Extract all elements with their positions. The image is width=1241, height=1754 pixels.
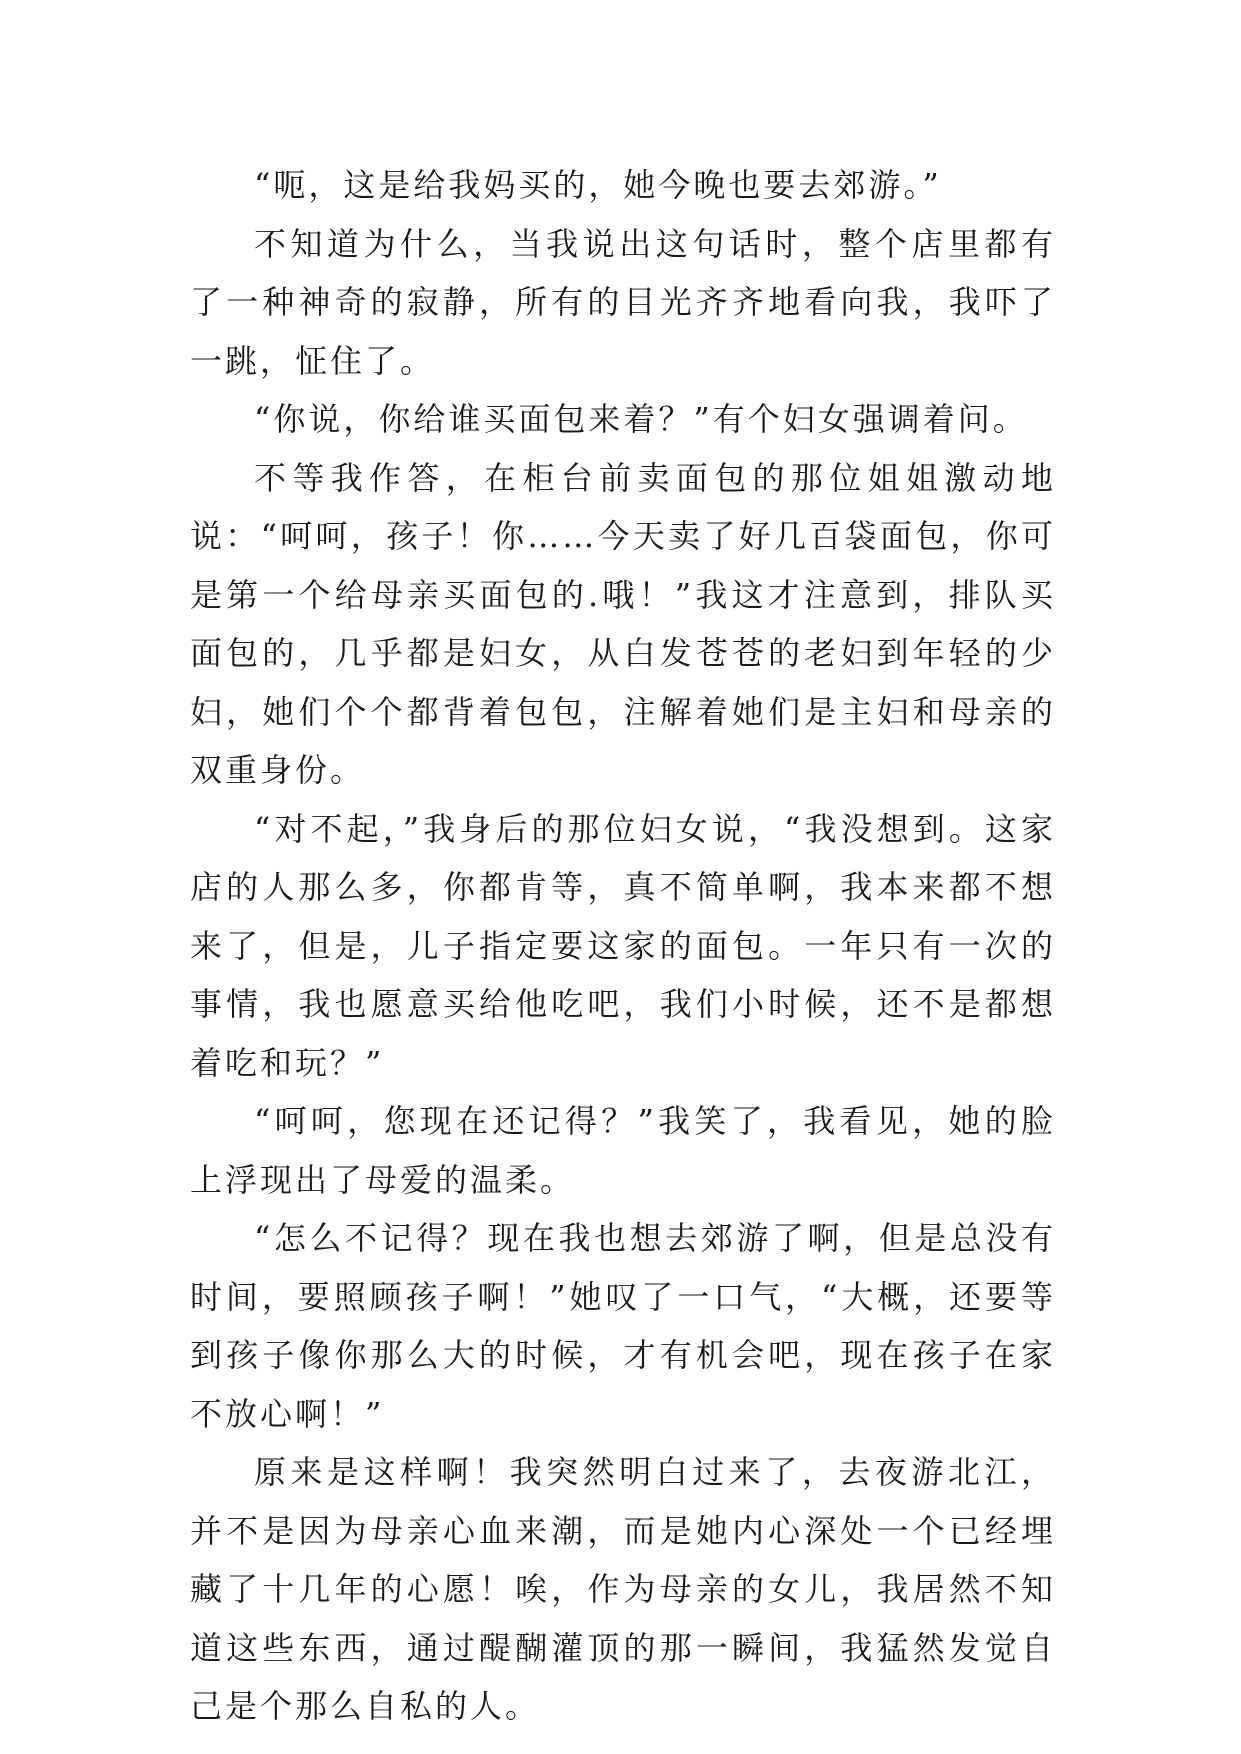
paragraph: “怎么不记得？现在我也想去郊游了啊，但是总没有时间，要照顾孩子啊！”她叹了一口气，“大概，还要等到孩子像你那么大的时候，才有机会吧，现在孩子在家不放心啊！” — [190, 1219, 1056, 1433]
paragraph: “呃，这是给我妈买的，她今晚也要去郊游。” — [254, 166, 942, 204]
paragraph: “你说，你给谁买面包来着？”有个妇女强调着问。 — [254, 400, 1028, 438]
paragraph: “对不起，”我身后的那位妇女说，“我没想到。这家店的人那么多，你都肯等，真不简单啊，我本来都不想来了，但是，儿子指定要这家的面包。一年只有一次的事情，我也愿意买给他吃吧，我们小时候，还不是都想着吃和玩？” — [190, 809, 1056, 1082]
paragraph: 不知道为什么，当我说出这句话时，整个店里都有了一种神奇的寂静，所有的目光齐齐地看向我，我吓了一跳，怔住了。 — [190, 224, 1056, 380]
body-text — [190, 156, 1056, 1736]
paragraph: 不等我作答，在柜台前卖面包的那位姐姐激动地说：“呵呵，孩子！你……今天卖了好几百袋面包，你可是第一个给母亲买面包的.哦！”我这才注意到，排队买面包的，几乎都是妇女，从白发苍苍的老妇到年轻的少妇，她们个个都背着包包，注解着她们是主妇和母亲的双重身份。 — [190, 458, 1056, 789]
paragraph: 原来是这样啊！我突然明白过来了，去夜游北江，并不是因为母亲心血来潮，而是她内心深处一个已经埋藏了十几年的心愿！唉，作为母亲的女儿，我居然不知道这些东西，通过醍醐灌顶的那一瞬间，我猛然发觉自己是个那么自私的人。 — [190, 1453, 1056, 1725]
paragraph: “呵呵，您现在还记得？”我笑了，我看见，她的脸上浮现出了母爱的温柔。 — [190, 1102, 1056, 1199]
